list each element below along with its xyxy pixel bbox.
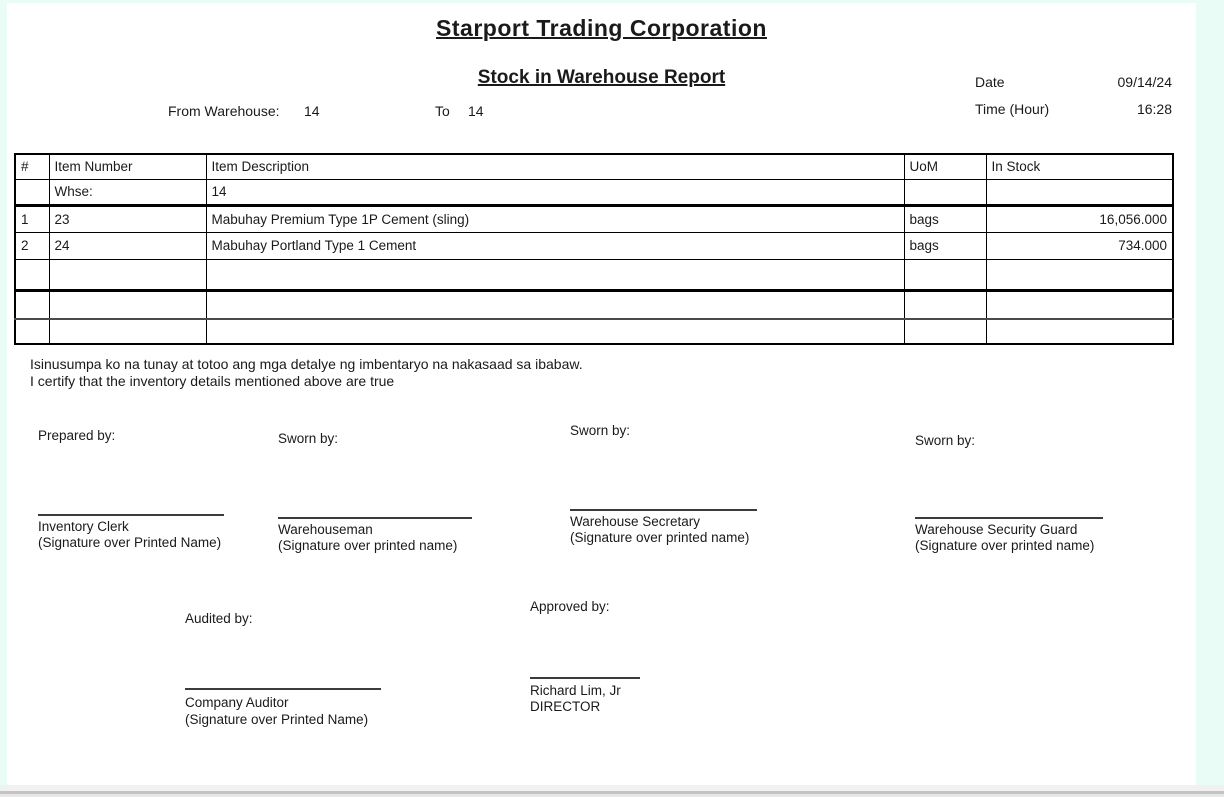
signature-line — [530, 677, 640, 679]
prepared-by-label: Prepared by: — [38, 428, 116, 443]
col-header-num: # — [15, 154, 49, 179]
signatory-title: Inventory Clerk — [38, 519, 129, 534]
from-warehouse-label: From Warehouse: — [168, 103, 280, 119]
signatory-note: (Signature over Printed Name) — [38, 535, 222, 550]
col-header-in-stock: In Stock — [986, 154, 1173, 179]
col-header-item-number: Item Number — [49, 154, 206, 179]
company-title: Starport Trading Corporation — [436, 15, 767, 41]
signatory-name: Richard Lim, Jr — [530, 683, 621, 698]
signature-line — [38, 514, 224, 516]
certification-line-tagalog: Isinusumpa ko na tunay at totoo ang mga detalye ng imbentaryo na nakasaad sa ibabaw. — [30, 356, 583, 372]
table-header-row — [15, 154, 1173, 179]
time-value: 16:28 — [1136, 101, 1172, 117]
approved-by-label: Approved by: — [530, 599, 610, 614]
report-page — [7, 3, 1196, 785]
signatory-note: DIRECTOR — [530, 699, 601, 714]
stock-table — [14, 153, 1174, 345]
signatory-note: (Signature over printed name) — [915, 538, 1095, 553]
certification-line-english: I certify that the inventory details mentioned above are true — [30, 373, 395, 389]
cell-description: Mabuhay Premium Type 1P Cement (sling) — [206, 205, 904, 232]
cell-num: 1 — [15, 205, 49, 232]
report-title: Stock in Warehouse Report — [477, 67, 726, 88]
table-row — [15, 205, 1173, 232]
col-header-description: Item Description — [206, 154, 904, 179]
date-label: Date — [975, 74, 1005, 90]
warehouse-group-label: Whse: — [49, 179, 206, 205]
signatory-note: (Signature over Printed Name) — [185, 712, 369, 727]
cell-description: Mabuhay Portland Type 1 Cement — [206, 232, 904, 259]
cell-uom: bags — [904, 205, 986, 232]
signatory-note: (Signature over printed name) — [570, 530, 750, 545]
to-label: To — [435, 103, 450, 119]
signatory-title: Warehouse Security Guard — [915, 522, 1078, 537]
signatory-title: Company Auditor — [185, 695, 289, 710]
from-warehouse-value: 14 — [304, 103, 320, 119]
empty-row — [15, 319, 1173, 344]
signature-line — [915, 517, 1103, 519]
cell-num: 2 — [15, 232, 49, 259]
sworn-by-label: Sworn by: — [278, 431, 339, 446]
signature-line — [185, 688, 381, 690]
signature-line — [278, 517, 472, 519]
signatory-title: Warehouseman — [278, 522, 373, 537]
warehouse-group-value: 14 — [206, 179, 904, 205]
col-header-uom: UoM — [904, 154, 986, 179]
empty-row — [15, 259, 1173, 290]
time-label: Time (Hour) — [975, 101, 1050, 117]
cell-in-stock: 16,056.000 — [986, 205, 1173, 232]
signature-line — [570, 509, 757, 511]
date-value: 09/14/24 — [1117, 74, 1172, 90]
warehouse-group-row — [15, 179, 1173, 205]
cell-in-stock: 734.000 — [986, 232, 1173, 259]
signatory-title: Warehouse Secretary — [570, 514, 701, 529]
cell-uom: bags — [904, 232, 986, 259]
sworn-by-label: Sworn by: — [570, 423, 631, 438]
to-value: 14 — [468, 103, 484, 119]
cell-item-number: 23 — [49, 205, 206, 232]
empty-row — [15, 290, 1173, 319]
table-row — [15, 232, 1173, 259]
signatory-note: (Signature over printed name) — [278, 538, 458, 553]
cell-item-number: 24 — [49, 232, 206, 259]
audited-by-label: Audited by: — [185, 611, 253, 626]
sworn-by-label: Sworn by: — [915, 433, 976, 448]
